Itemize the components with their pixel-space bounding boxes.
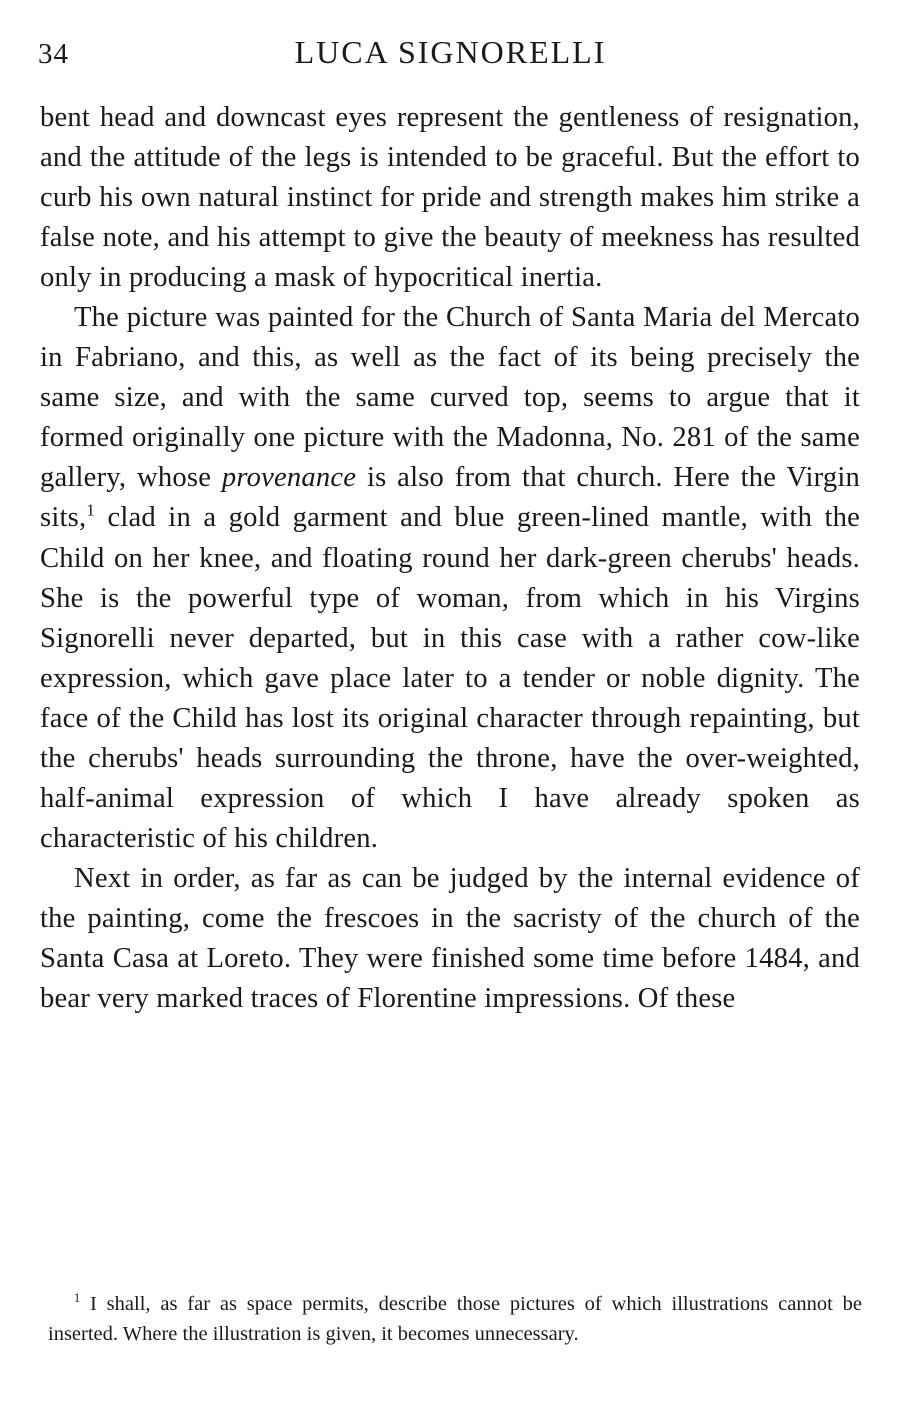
page-header — [38, 30, 863, 80]
paragraph-3: Next in order, as far as can be judged by the internal evidence of the painting, come the frescoes in the sacristy of the church of the Santa Casa at Loreto. They were finished some time before 1484, and bear very marked traces of Florentine impressions. Of these — [40, 862, 860, 1015]
footnote-reference: 1 — [86, 500, 96, 520]
italic-term: provenance — [221, 462, 357, 494]
running-title: LUCA SIGNORELLI — [294, 34, 607, 70]
footnotes — [48, 1290, 862, 1349]
paragraph-2-text-b: is also from that church. Here the Virgin sits, — [40, 462, 860, 534]
footnote-marker: 1 — [74, 1291, 81, 1306]
body-text — [40, 98, 860, 1019]
footnote — [48, 1290, 862, 1349]
paragraph-2-text-a: The picture was painted for the Church of Santa Maria del Mercato in Fabriano, and this, as well as the fact of its being precisely the same size, and with the same curved top, seems to argue that it formed originally one picture with the Madonna, No. 281 of the same gallery, whose — [40, 302, 860, 494]
paragraph-2-text-c: clad in a gold garment and blue green-lined mantle, with the Child on her knee, and floating round her dark-green cherubs' heads. She is the powerful type of woman, from which in his Virgins Signorelli never departed, but in this case with a rather cow-like expression, which gave place later to a tender or noble dignity. The face of the Child has lost its original character through repainting, but the cherubs' heads surrounding the throne, have the over-weighted, half-animal expression of which I have already spoken as characteristic of his children. — [40, 502, 860, 854]
paragraph-2 — [40, 298, 860, 859]
page-number: 34 — [38, 38, 69, 70]
footnote-text: I shall, as far as space permits, describe those pictures of which illustrations cannot be inserted. Where the illustration is given, it becomes unnecessary. — [48, 1293, 862, 1345]
paragraph-1: bent head and downcast eyes represent the gentleness of resignation, and the attitude of the legs is intended to be graceful. But the effort to curb his own natural instinct for pride and strength makes him strike a false note, and his attempt to give the beauty of meekness has resulted only in producing a mask of hypocritical inertia. — [40, 102, 860, 294]
